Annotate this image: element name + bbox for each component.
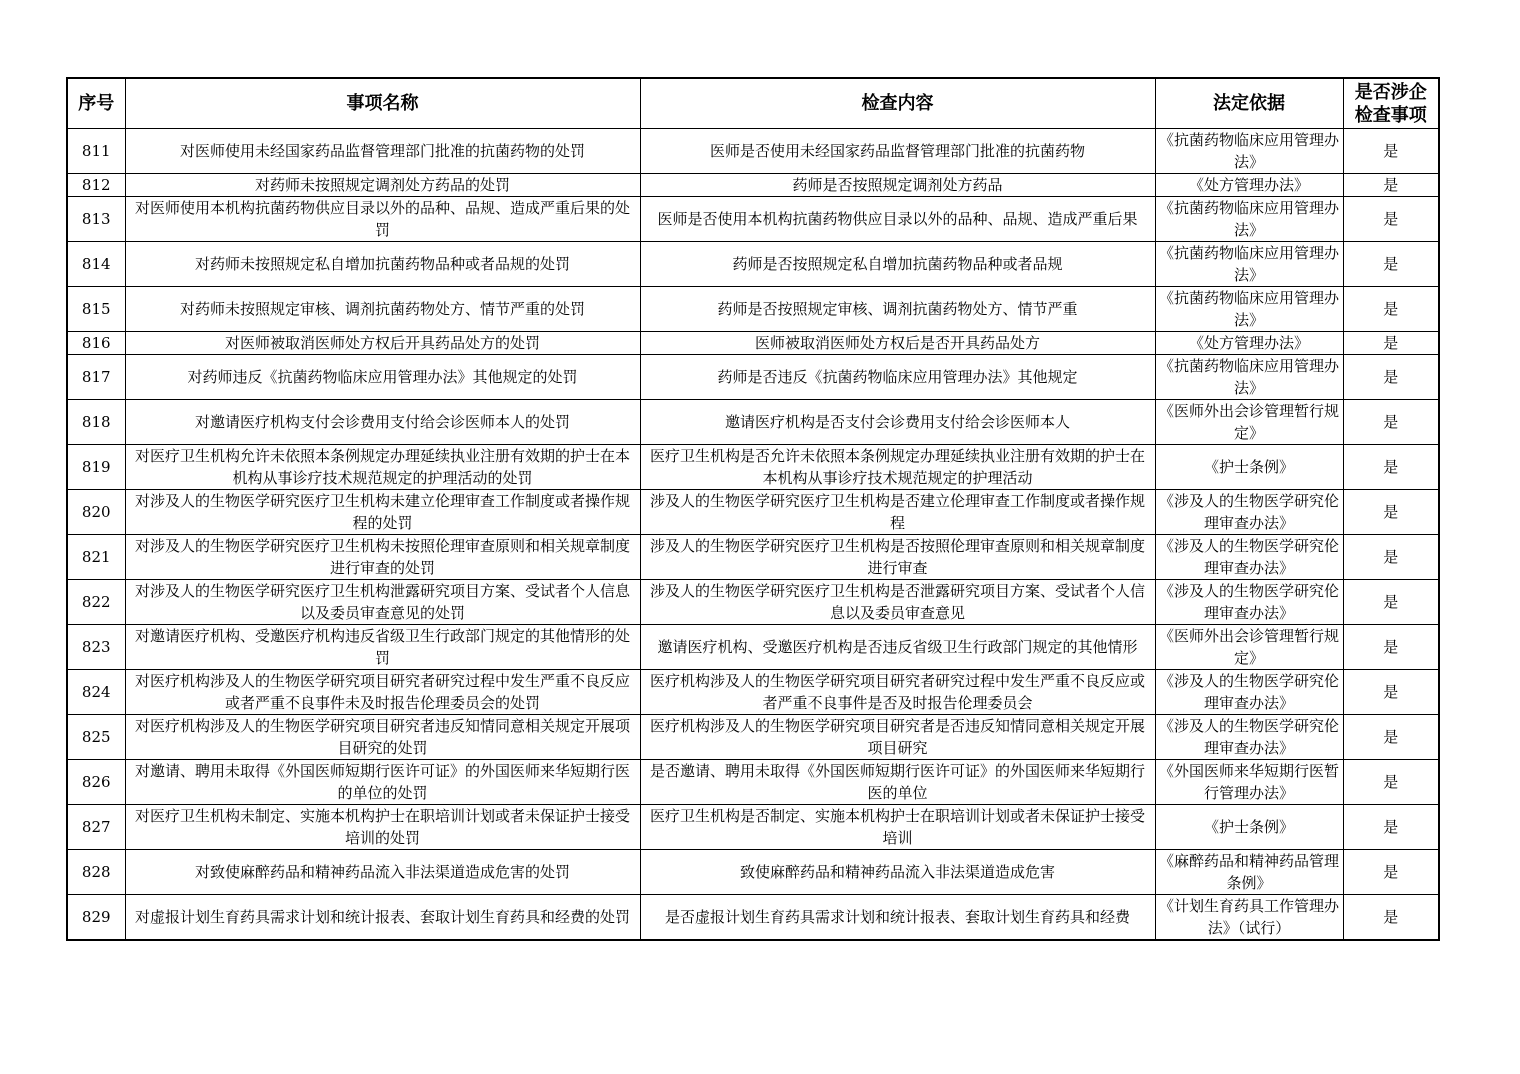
table-row: [67, 400, 1439, 445]
cell-enterprise-related: 是: [1343, 535, 1439, 580]
cell-inspection-content: 医师被取消医师处方权后是否开具药品处方: [640, 332, 1155, 355]
cell-legal-basis: 《护士条例》: [1155, 805, 1343, 850]
table-row: [67, 670, 1439, 715]
cell-no: 818: [67, 400, 125, 445]
cell-item-name: 对医疗机构涉及人的生物医学研究项目研究者违反知情同意相关规定开展项目研究的处罚: [125, 715, 640, 760]
cell-item-name: 对致使麻醉药品和精神药品流入非法渠道造成危害的处罚: [125, 850, 640, 895]
cell-no: 822: [67, 580, 125, 625]
table-row: [67, 355, 1439, 400]
table-row: [67, 197, 1439, 242]
cell-item-name: 对医师被取消医师处方权后开具药品处方的处罚: [125, 332, 640, 355]
cell-item-name: 对医疗机构涉及人的生物医学研究项目研究者研究过程中发生严重不良反应或者严重不良事件未及时报告伦理委员会的处罚: [125, 670, 640, 715]
cell-legal-basis: 《计划生育药具工作管理办法》（试行）: [1155, 895, 1343, 941]
cell-inspection-content: 邀请医疗机构是否支付会诊费用支付给会诊医师本人: [640, 400, 1155, 445]
cell-enterprise-related: 是: [1343, 760, 1439, 805]
table-row: [67, 805, 1439, 850]
cell-no: 829: [67, 895, 125, 941]
cell-enterprise-related: 是: [1343, 242, 1439, 287]
cell-enterprise-related: 是: [1343, 197, 1439, 242]
cell-inspection-content: 医疗机构涉及人的生物医学研究项目研究者是否违反知情同意相关规定开展项目研究: [640, 715, 1155, 760]
cell-inspection-content: 邀请医疗机构、受邀医疗机构是否违反省级卫生行政部门规定的其他情形: [640, 625, 1155, 670]
cell-inspection-content: 药师是否按照规定调剂处方药品: [640, 174, 1155, 197]
table-header: [67, 78, 1439, 129]
cell-no: 815: [67, 287, 125, 332]
cell-enterprise-related: 是: [1343, 850, 1439, 895]
cell-enterprise-related: 是: [1343, 805, 1439, 850]
inspection-items-table: [66, 77, 1440, 941]
cell-enterprise-related: 是: [1343, 287, 1439, 332]
cell-no: 819: [67, 445, 125, 490]
cell-legal-basis: 《护士条例》: [1155, 445, 1343, 490]
table-row: [67, 850, 1439, 895]
cell-legal-basis: 《抗菌药物临床应用管理办法》: [1155, 242, 1343, 287]
cell-enterprise-related: 是: [1343, 895, 1439, 941]
header-inspection-content: 检查内容: [640, 78, 1155, 129]
cell-legal-basis: 《抗菌药物临床应用管理办法》: [1155, 197, 1343, 242]
cell-no: 817: [67, 355, 125, 400]
table-row: [67, 445, 1439, 490]
cell-item-name: 对医疗卫生机构未制定、实施本机构护士在职培训计划或者未保证护士接受培训的处罚: [125, 805, 640, 850]
cell-inspection-content: 药师是否按照规定私自增加抗菌药物品种或者品规: [640, 242, 1155, 287]
header-enterprise-related: 是否涉企检查事项: [1343, 78, 1439, 129]
table-row: [67, 715, 1439, 760]
cell-item-name: 对涉及人的生物医学研究医疗卫生机构未按照伦理审查原则和相关规章制度进行审查的处罚: [125, 535, 640, 580]
cell-legal-basis: 《处方管理办法》: [1155, 332, 1343, 355]
cell-no: 825: [67, 715, 125, 760]
cell-no: 824: [67, 670, 125, 715]
cell-item-name: 对涉及人的生物医学研究医疗卫生机构泄露研究项目方案、受试者个人信息以及委员审查意见的处罚: [125, 580, 640, 625]
cell-item-name: 对医疗卫生机构允许未依照本条例规定办理延续执业注册有效期的护士在本机构从事诊疗技术规范规定的护理活动的处罚: [125, 445, 640, 490]
cell-legal-basis: 《涉及人的生物医学研究伦理审查办法》: [1155, 715, 1343, 760]
cell-inspection-content: 医师是否使用本机构抗菌药物供应目录以外的品种、品规、造成严重后果: [640, 197, 1155, 242]
cell-inspection-content: 药师是否违反《抗菌药物临床应用管理办法》其他规定: [640, 355, 1155, 400]
table-row: [67, 242, 1439, 287]
cell-no: 828: [67, 850, 125, 895]
cell-no: 826: [67, 760, 125, 805]
table-row: [67, 625, 1439, 670]
cell-no: 816: [67, 332, 125, 355]
header-item-name: 事项名称: [125, 78, 640, 129]
table-row: [67, 332, 1439, 355]
cell-no: 821: [67, 535, 125, 580]
table-row: [67, 129, 1439, 174]
cell-inspection-content: 医疗卫生机构是否允许未依照本条例规定办理延续执业注册有效期的护士在本机构从事诊疗技术规范规定的护理活动: [640, 445, 1155, 490]
cell-legal-basis: 《处方管理办法》: [1155, 174, 1343, 197]
cell-item-name: 对医师使用未经国家药品监督管理部门批准的抗菌药物的处罚: [125, 129, 640, 174]
cell-enterprise-related: 是: [1343, 670, 1439, 715]
cell-inspection-content: 涉及人的生物医学研究医疗卫生机构是否泄露研究项目方案、受试者个人信息以及委员审查意见: [640, 580, 1155, 625]
cell-inspection-content: 涉及人的生物医学研究医疗卫生机构是否建立伦理审查工作制度或者操作规程: [640, 490, 1155, 535]
cell-inspection-content: 药师是否按照规定审核、调剂抗菌药物处方、情节严重: [640, 287, 1155, 332]
cell-item-name: 对医师使用本机构抗菌药物供应目录以外的品种、品规、造成严重后果的处罚: [125, 197, 640, 242]
table-row: [67, 760, 1439, 805]
cell-no: 820: [67, 490, 125, 535]
table-row: [67, 174, 1439, 197]
cell-legal-basis: 《涉及人的生物医学研究伦理审查办法》: [1155, 535, 1343, 580]
cell-legal-basis: 《医师外出会诊管理暂行规定》: [1155, 625, 1343, 670]
cell-legal-basis: 《医师外出会诊管理暂行规定》: [1155, 400, 1343, 445]
cell-inspection-content: 致使麻醉药品和精神药品流入非法渠道造成危害: [640, 850, 1155, 895]
cell-item-name: 对药师未按照规定私自增加抗菌药物品种或者品规的处罚: [125, 242, 640, 287]
cell-item-name: 对药师违反《抗菌药物临床应用管理办法》其他规定的处罚: [125, 355, 640, 400]
table-row: [67, 490, 1439, 535]
cell-legal-basis: 《麻醉药品和精神药品管理条例》: [1155, 850, 1343, 895]
table-row: [67, 580, 1439, 625]
cell-item-name: 对邀请医疗机构支付会诊费用支付给会诊医师本人的处罚: [125, 400, 640, 445]
cell-inspection-content: 医疗机构涉及人的生物医学研究项目研究者研究过程中发生严重不良反应或者严重不良事件是否及时报告伦理委员会: [640, 670, 1155, 715]
cell-legal-basis: 《抗菌药物临床应用管理办法》: [1155, 287, 1343, 332]
cell-no: 811: [67, 129, 125, 174]
cell-enterprise-related: 是: [1343, 625, 1439, 670]
cell-no: 813: [67, 197, 125, 242]
header-row: [67, 78, 1439, 129]
cell-enterprise-related: 是: [1343, 129, 1439, 174]
cell-item-name: 对虚报计划生育药具需求计划和统计报表、套取计划生育药具和经费的处罚: [125, 895, 640, 941]
cell-item-name: 对涉及人的生物医学研究医疗卫生机构未建立伦理审查工作制度或者操作规程的处罚: [125, 490, 640, 535]
cell-item-name: 对邀请、聘用未取得《外国医师短期行医许可证》的外国医师来华短期行医的单位的处罚: [125, 760, 640, 805]
cell-legal-basis: 《抗菌药物临床应用管理办法》: [1155, 355, 1343, 400]
cell-no: 823: [67, 625, 125, 670]
cell-enterprise-related: 是: [1343, 715, 1439, 760]
cell-enterprise-related: 是: [1343, 174, 1439, 197]
cell-no: 827: [67, 805, 125, 850]
table-row: [67, 287, 1439, 332]
cell-item-name: 对药师未按照规定调剂处方药品的处罚: [125, 174, 640, 197]
cell-legal-basis: 《涉及人的生物医学研究伦理审查办法》: [1155, 490, 1343, 535]
cell-inspection-content: 涉及人的生物医学研究医疗卫生机构是否按照伦理审查原则和相关规章制度进行审查: [640, 535, 1155, 580]
cell-legal-basis: 《涉及人的生物医学研究伦理审查办法》: [1155, 670, 1343, 715]
cell-no: 814: [67, 242, 125, 287]
cell-enterprise-related: 是: [1343, 332, 1439, 355]
cell-enterprise-related: 是: [1343, 445, 1439, 490]
cell-enterprise-related: 是: [1343, 580, 1439, 625]
cell-inspection-content: 医疗卫生机构是否制定、实施本机构护士在职培训计划或者未保证护士接受培训: [640, 805, 1155, 850]
cell-no: 812: [67, 174, 125, 197]
cell-item-name: 对邀请医疗机构、受邀医疗机构违反省级卫生行政部门规定的其他情形的处罚: [125, 625, 640, 670]
cell-legal-basis: 《涉及人的生物医学研究伦理审查办法》: [1155, 580, 1343, 625]
cell-item-name: 对药师未按照规定审核、调剂抗菌药物处方、情节严重的处罚: [125, 287, 640, 332]
table-row: [67, 535, 1439, 580]
table-body: [67, 129, 1439, 941]
cell-inspection-content: 是否邀请、聘用未取得《外国医师短期行医许可证》的外国医师来华短期行医的单位: [640, 760, 1155, 805]
table-row: [67, 895, 1439, 941]
cell-enterprise-related: 是: [1343, 400, 1439, 445]
cell-legal-basis: 《抗菌药物临床应用管理办法》: [1155, 129, 1343, 174]
cell-enterprise-related: 是: [1343, 490, 1439, 535]
header-legal-basis: 法定依据: [1155, 78, 1343, 129]
header-no: 序号: [67, 78, 125, 129]
cell-inspection-content: 医师是否使用未经国家药品监督管理部门批准的抗菌药物: [640, 129, 1155, 174]
cell-inspection-content: 是否虚报计划生育药具需求计划和统计报表、套取计划生育药具和经费: [640, 895, 1155, 941]
cell-enterprise-related: 是: [1343, 355, 1439, 400]
cell-legal-basis: 《外国医师来华短期行医暂行管理办法》: [1155, 760, 1343, 805]
